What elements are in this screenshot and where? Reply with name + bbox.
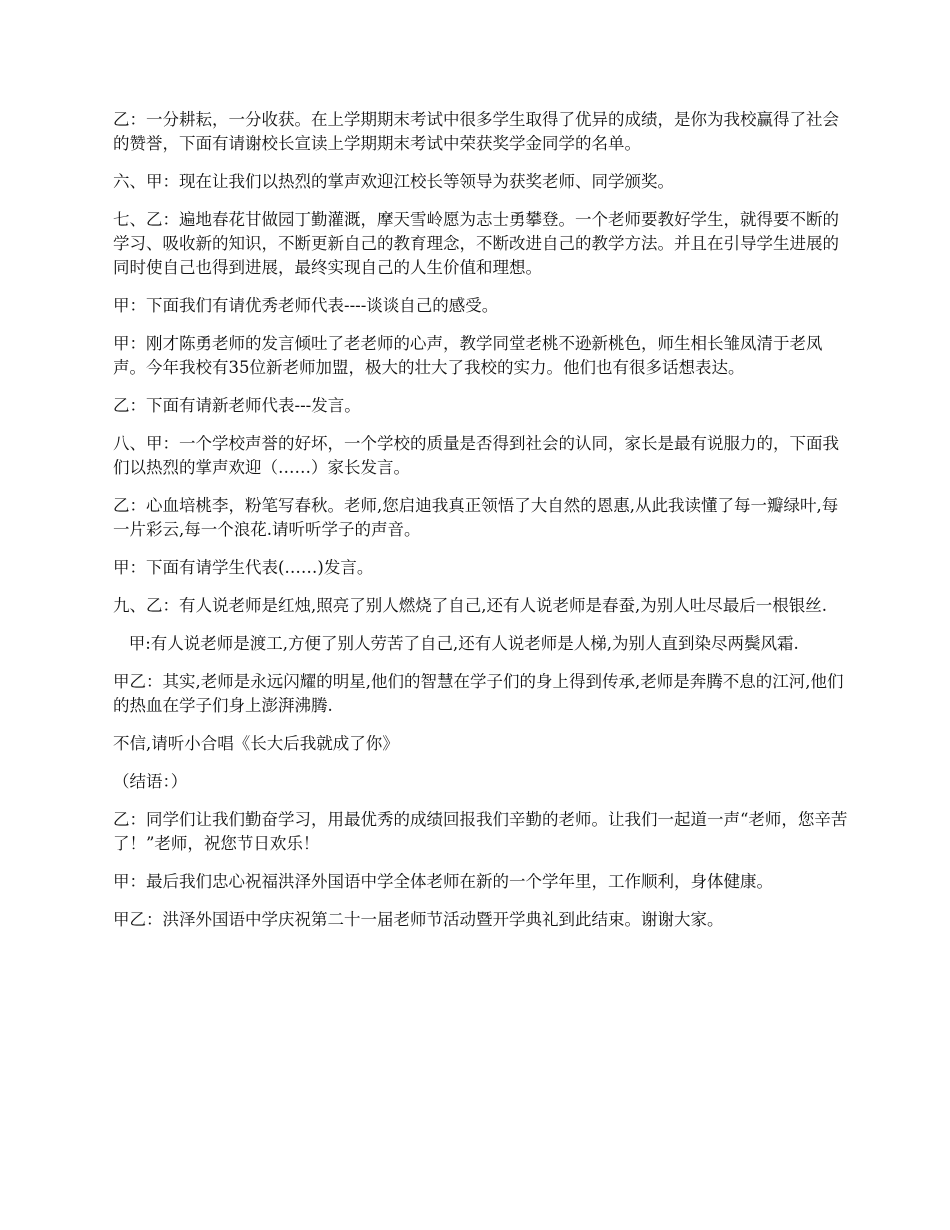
paragraph-15: 乙：同学们让我们勤奋学习，用最优秀的成绩回报我们辛勤的老师。让我们一起道一声“老师，您辛苦了！”老师，祝您节日欢乐！	[113, 810, 848, 853]
paragraph-12: 甲乙：其实,老师是永远闪耀的明星,他们的智慧在学子们的身上得到传承,老师是奔腾不息的江河,他们的热血在学子们身上澎湃沸腾.	[113, 672, 844, 715]
paragraph-7: 八、甲：一个学校声誉的好坏，一个学校的质量是否得到社会的认同，家长是最有说服力的，下面我们以热烈的掌声欢迎（……）家长发言。	[113, 434, 839, 477]
paragraph-2: 六、甲：现在让我们以热烈的掌声欢迎江校长等领导为获奖老师、同学颁奖。	[113, 172, 674, 191]
paragraph-10: 九、乙：有人说老师是红烛,照亮了别人燃烧了自己,还有人说老师是春蚕,为别人吐尽最后一根银丝.	[113, 596, 827, 615]
paragraph-4: 甲：下面我们有请优秀老师代表----谈谈自己的感受。	[113, 296, 499, 315]
paragraph-8: 乙：心血培桃李，粉笔写春秋。老师,您启迪我真正领悟了大自然的恩惠,从此我读懂了每一瓣绿叶,每一片彩云,每一个浪花.请听听学子的声音。	[113, 496, 839, 539]
paragraph-17: 甲乙：洪泽外国语中学庆祝第二十一届老师节活动暨开学典礼到此结束。谢谢大家。	[113, 910, 724, 929]
paragraph-5: 甲：刚才陈勇老师的发言倾吐了老老师的心声，教学同堂老桃不逊新桃色，师生相长雏凤清于老凤声。今年我校有35位新老师加盟，极大的壮大了我校的实力。他们也有很多话想表达。	[113, 334, 823, 377]
document-page	[113, 108, 848, 946]
paragraph-13: 不信,请听小合唱《长大后我就成了你》	[113, 734, 399, 753]
paragraph-9: 甲：下面有请学生代表(……)发言。	[113, 558, 374, 577]
paragraph-6: 乙：下面有请新老师代表---发言。	[113, 396, 361, 415]
paragraph-16: 甲：最后我们忠心祝福洪泽外国语中学全体老师在新的一个学年里，工作顺利，身体健康。	[113, 872, 773, 891]
paragraph-14: （结语：）	[113, 772, 188, 791]
paragraph-1: 乙：一分耕耘，一分收获。在上学期期末考试中很多学生取得了优异的成绩，是你为我校赢得了社会的赞誉，下面有请谢校长宣读上学期期末考试中荣获奖学金同学的名单。	[113, 110, 839, 153]
paragraph-11: 甲:有人说老师是渡工,方便了别人劳苦了自己,还有人说老师是人梯,为别人直到染尽两鬓风霜.	[113, 634, 799, 653]
paragraph-3: 七、乙：遍地春花甘做园丁勤灌溉，摩天雪岭愿为志士勇攀登。一个老师要教好学生，就得要不断的学习、吸收新的知识，不断更新自己的教育理念，不断改进自己的教学方法。并且在引导学生进展的同时使自己也得到进展，最终实现自己的人生价值和理想。	[113, 210, 839, 277]
